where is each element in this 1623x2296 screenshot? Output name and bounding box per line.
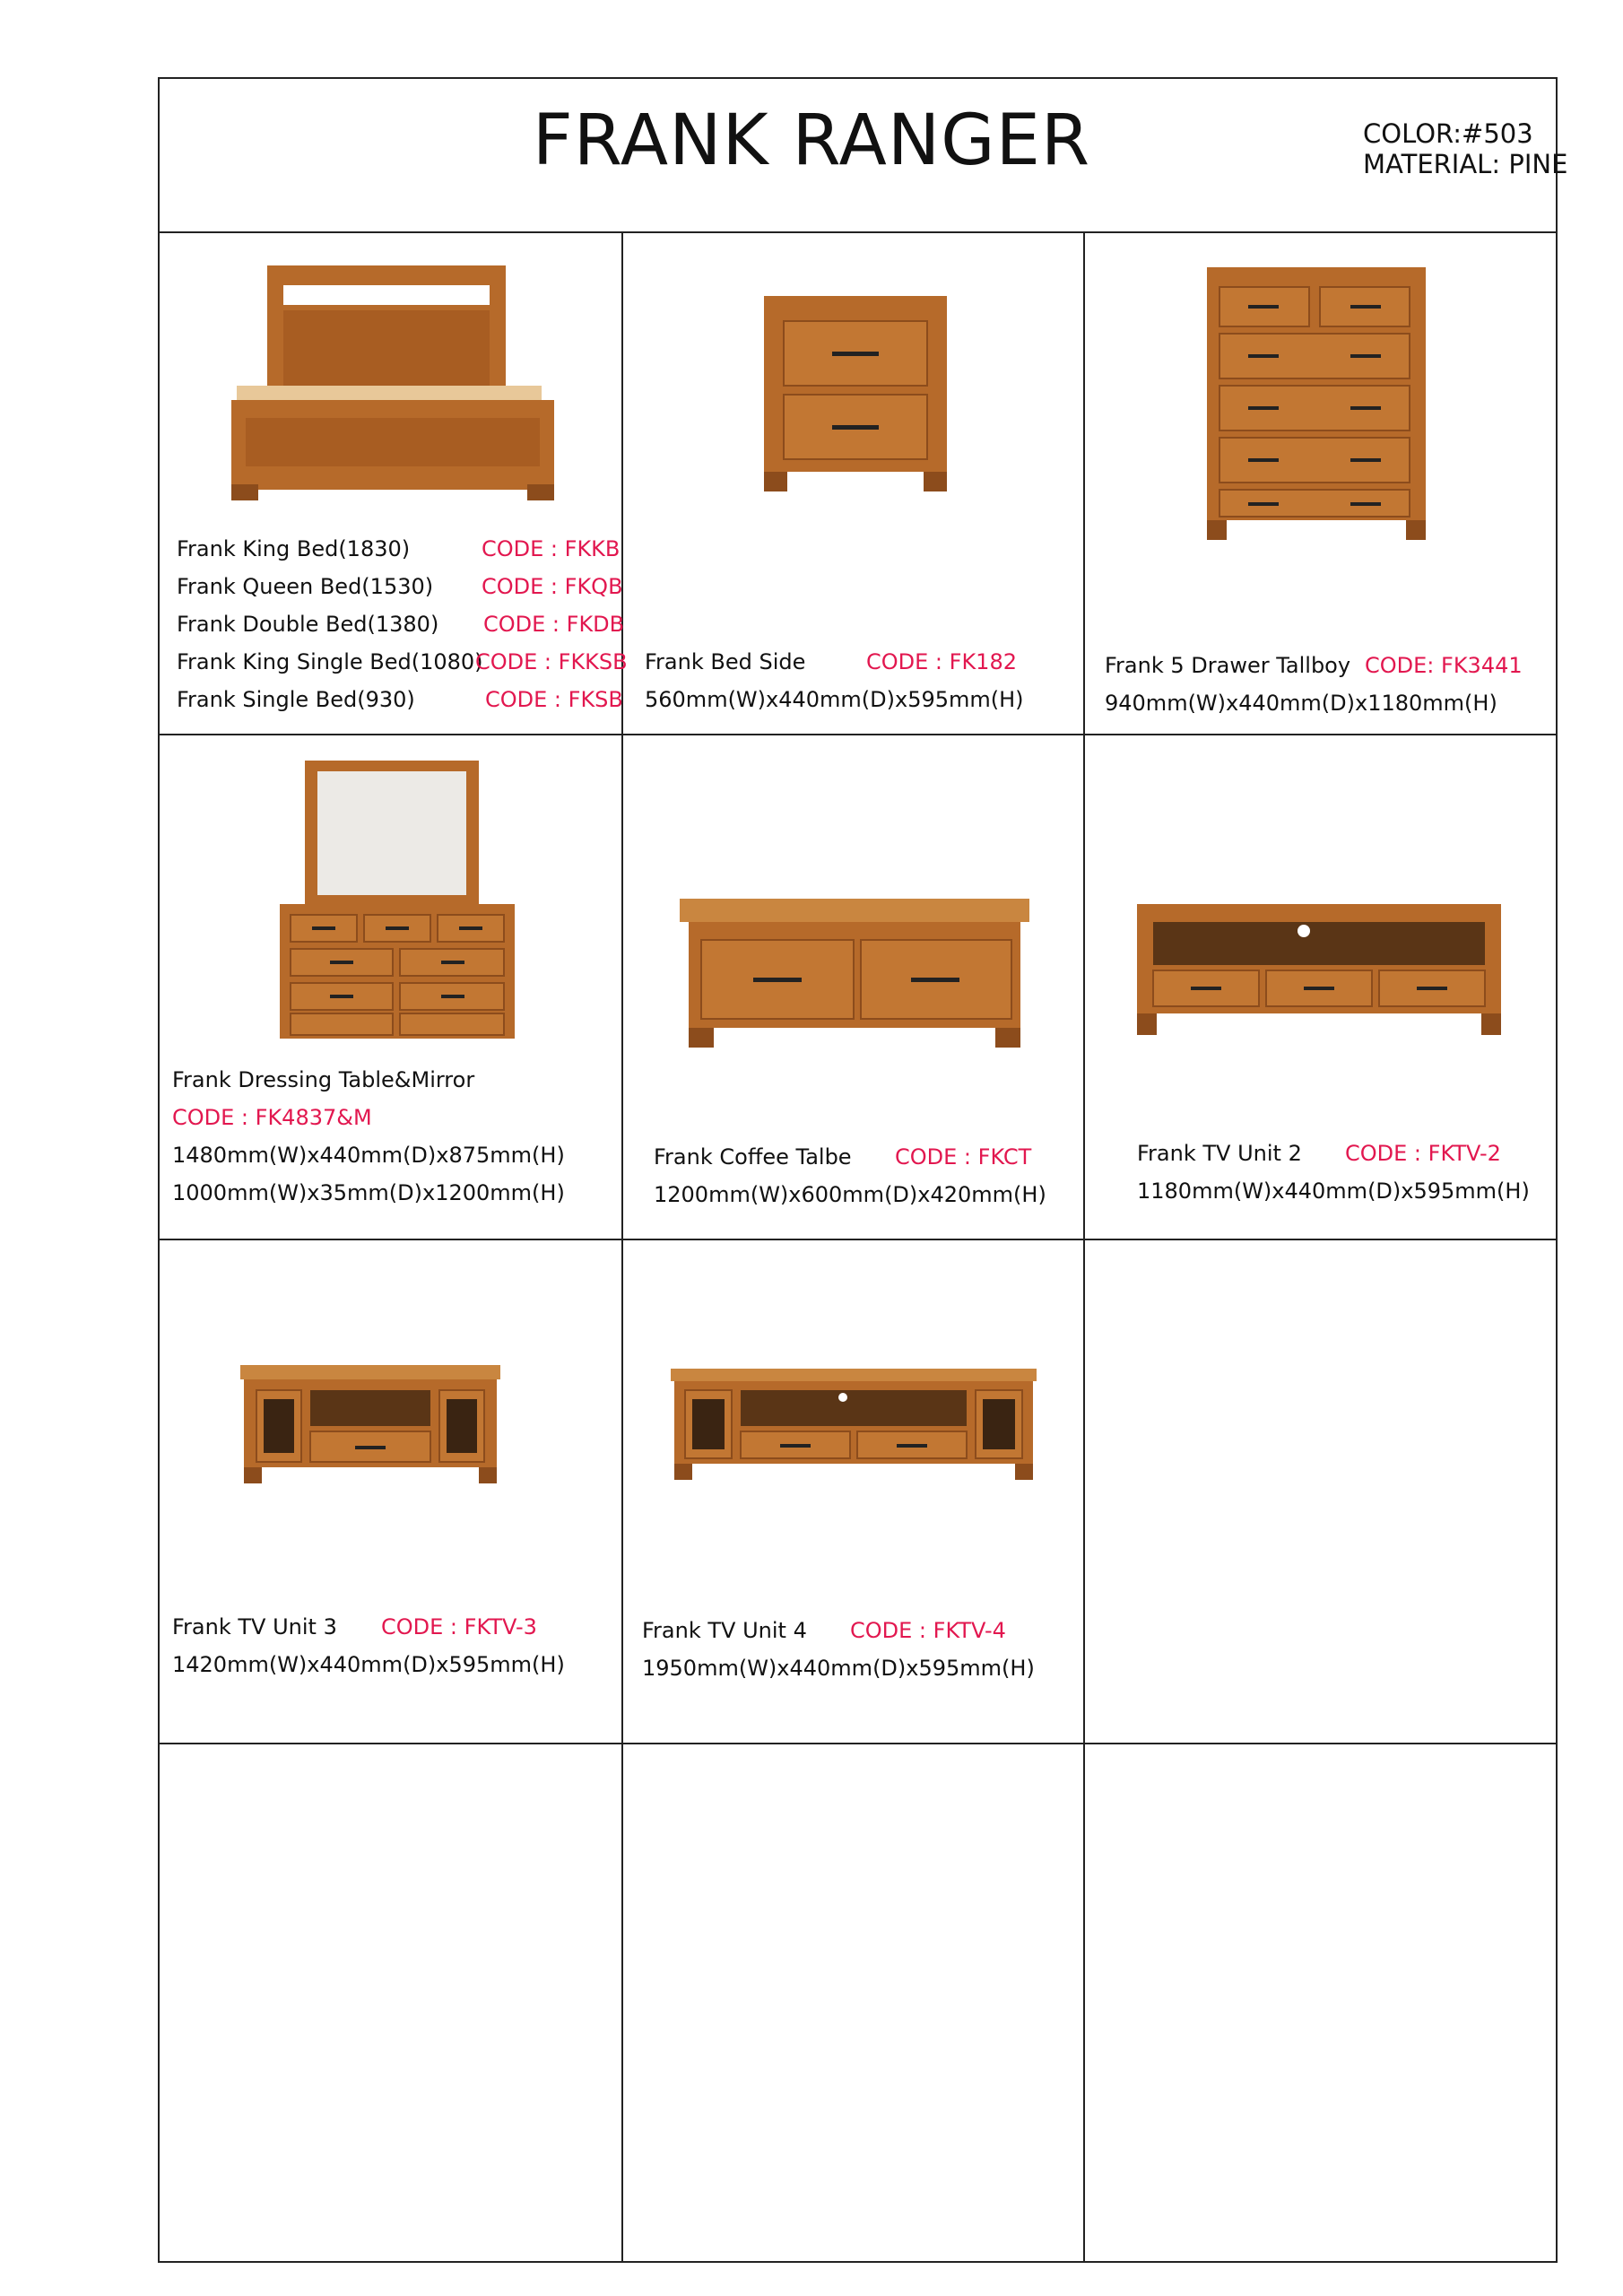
header-divider [158,231,1558,233]
tv3-name: Frank TV Unit 3 [172,1614,337,1639]
tv4-code: CODE : FKTV-4 [850,1618,1006,1643]
page-title: FRANK RANGER [532,100,1091,181]
tv3-code: CODE : FKTV-3 [381,1614,537,1639]
bed-code: CODE : FKQB [482,574,623,599]
dressing-code: CODE : FK4837&M [172,1105,372,1130]
bedside-code: CODE : FK182 [866,649,1017,674]
tv-unit-4-image [671,1369,1037,1480]
tv2-code: CODE : FKTV-2 [1345,1141,1501,1166]
bed-image [231,265,554,500]
tallboy-code: CODE: FK3441 [1365,653,1523,678]
bedside-image [764,296,947,491]
bed-name: Frank Single Bed(930) [177,687,415,712]
bed-name: Frank Queen Bed(1530) [177,574,434,599]
tv4-name: Frank TV Unit 4 [642,1618,807,1643]
bed-name: Frank King Single Bed(1080) [177,649,483,674]
bed-code: CODE : FKKB [482,536,621,561]
coffee-table-image [680,899,1029,1048]
coffee-code: CODE : FKCT [895,1144,1032,1170]
tv-unit-3-image [240,1365,500,1483]
dressing-table-image [280,761,515,1044]
tv-unit-2-image [1137,904,1501,1035]
coffee-dims: 1200mm(W)x600mm(D)x420mm(H) [654,1182,1046,1207]
row-divider [158,734,1558,735]
tv2-dims: 1180mm(W)x440mm(D)x595mm(H) [1137,1178,1530,1204]
tallboy-dims: 940mm(W)x440mm(D)x1180mm(H) [1105,691,1497,716]
bed-name: Frank Double Bed(1380) [177,612,439,637]
dressing-dims-table: 1480mm(W)x440mm(D)x875mm(H) [172,1143,565,1168]
coffee-name: Frank Coffee Talbe [654,1144,852,1170]
bedside-dims: 560mm(W)x440mm(D)x595mm(H) [645,687,1024,712]
tallboy-name: Frank 5 Drawer Tallboy [1105,653,1351,678]
bed-name: Frank King Bed(1830) [177,536,411,561]
tallboy-image [1207,267,1426,540]
bed-code: CODE : FKDB [483,612,625,637]
bed-code: CODE : FKSB [485,687,623,712]
row-divider [158,1239,1558,1240]
tv3-dims: 1420mm(W)x440mm(D)x595mm(H) [172,1652,565,1677]
column-divider [621,231,623,2263]
bedside-name: Frank Bed Side [645,649,806,674]
dressing-name: Frank Dressing Table&Mirror [172,1067,475,1092]
material-spec: MATERIAL: PINE [1363,149,1568,179]
dressing-dims-mirror: 1000mm(W)x35mm(D)x1200mm(H) [172,1180,565,1205]
color-spec: COLOR:#503 [1363,118,1533,149]
spec-block [1363,118,1567,179]
row-divider [158,1743,1558,1744]
column-divider [1083,231,1085,2263]
tv4-dims: 1950mm(W)x440mm(D)x595mm(H) [642,1656,1035,1681]
tv2-name: Frank TV Unit 2 [1137,1141,1302,1166]
bed-code: CODE : FKKSB [475,649,628,674]
